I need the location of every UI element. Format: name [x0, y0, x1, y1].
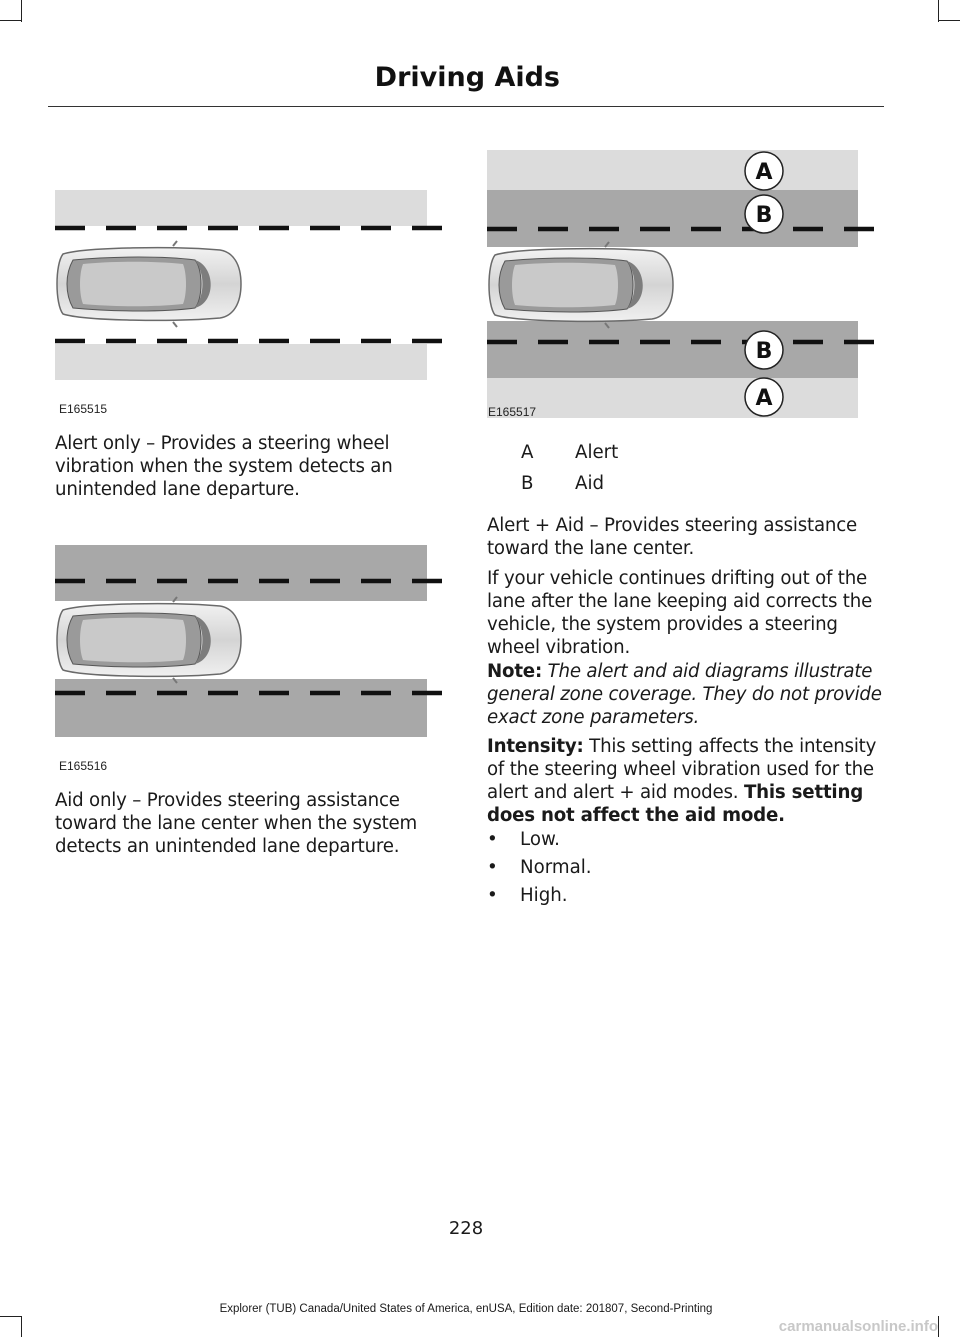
bullet-item-normal — [487, 857, 687, 881]
callout-label: B — [755, 203, 773, 228]
callout-label: A — [755, 160, 773, 185]
intensity-label: Intensity: — [487, 736, 584, 757]
note-label: Note: — [487, 661, 543, 682]
crop-mark — [938, 0, 939, 22]
watermark: carmanualsonline.info — [778, 1318, 938, 1335]
bullet-text: Normal. — [520, 857, 592, 878]
header-divider — [48, 106, 884, 107]
alert-only-description: Alert only – Provides a steering wheel vibration when the system detects an unintended lane departure. — [55, 433, 393, 500]
note-paragraph — [487, 660, 882, 729]
alert-aid-description: Alert + Aid – Provides steering assistance toward the lane center. — [487, 515, 858, 559]
aid-only-description: Aid only – Provides steering assistance toward the lane center when the system detects an unintended lane departure. — [55, 790, 418, 857]
figure-alert-aid — [487, 150, 882, 418]
intensity-note: This setting does not affect the aid mode. — [487, 782, 864, 826]
figure-alert-only — [55, 190, 450, 380]
edition-footer: Explorer (TUB) Canada/United States of America, enUSA, Edition date: 201807, Second-Printing — [219, 1303, 713, 1315]
note-text: The alert and aid diagrams illustrate general zone coverage. They do not provide exact zone parameters. — [487, 661, 882, 728]
intensity-text: This setting affects the intensity of the steering wheel vibration used for the alert and alert + aid modes. — [487, 736, 877, 803]
crop-mark — [0, 20, 22, 21]
bullet-dot: • — [487, 857, 498, 878]
key-letter: A — [521, 442, 534, 463]
drifting-description: If your vehicle continues drifting out of the lane after the lane keeping aid corrects the vehicle, the system provides a steering wheel vibration. — [487, 568, 873, 658]
key-text: Aid — [575, 473, 605, 494]
crop-mark — [938, 20, 960, 21]
crop-mark — [0, 1316, 22, 1317]
bullet-item-low — [487, 829, 687, 853]
page-number: 228 — [448, 1218, 484, 1239]
bullet-dot: • — [487, 829, 498, 850]
figure-aid-only — [55, 545, 450, 737]
key-row-a — [521, 442, 721, 466]
callout-label: A — [755, 386, 773, 411]
crop-mark — [21, 0, 22, 22]
key-letter: B — [521, 473, 534, 494]
intensity-paragraph — [487, 735, 882, 827]
callout-label: B — [755, 339, 773, 364]
bullet-item-high — [487, 885, 687, 909]
bullet-dot: • — [487, 885, 498, 906]
crop-mark — [21, 1316, 22, 1337]
key-text: Alert — [575, 442, 619, 463]
bullet-text: Low. — [520, 829, 560, 850]
bullet-text: High. — [520, 885, 568, 906]
figure-code: E165515 — [59, 402, 108, 416]
figure-code: E165517 — [488, 405, 537, 419]
crop-mark — [938, 1316, 939, 1337]
key-row-b — [521, 473, 721, 497]
page-title: Driving Aids — [374, 62, 560, 93]
figure-code: E165516 — [59, 759, 108, 773]
